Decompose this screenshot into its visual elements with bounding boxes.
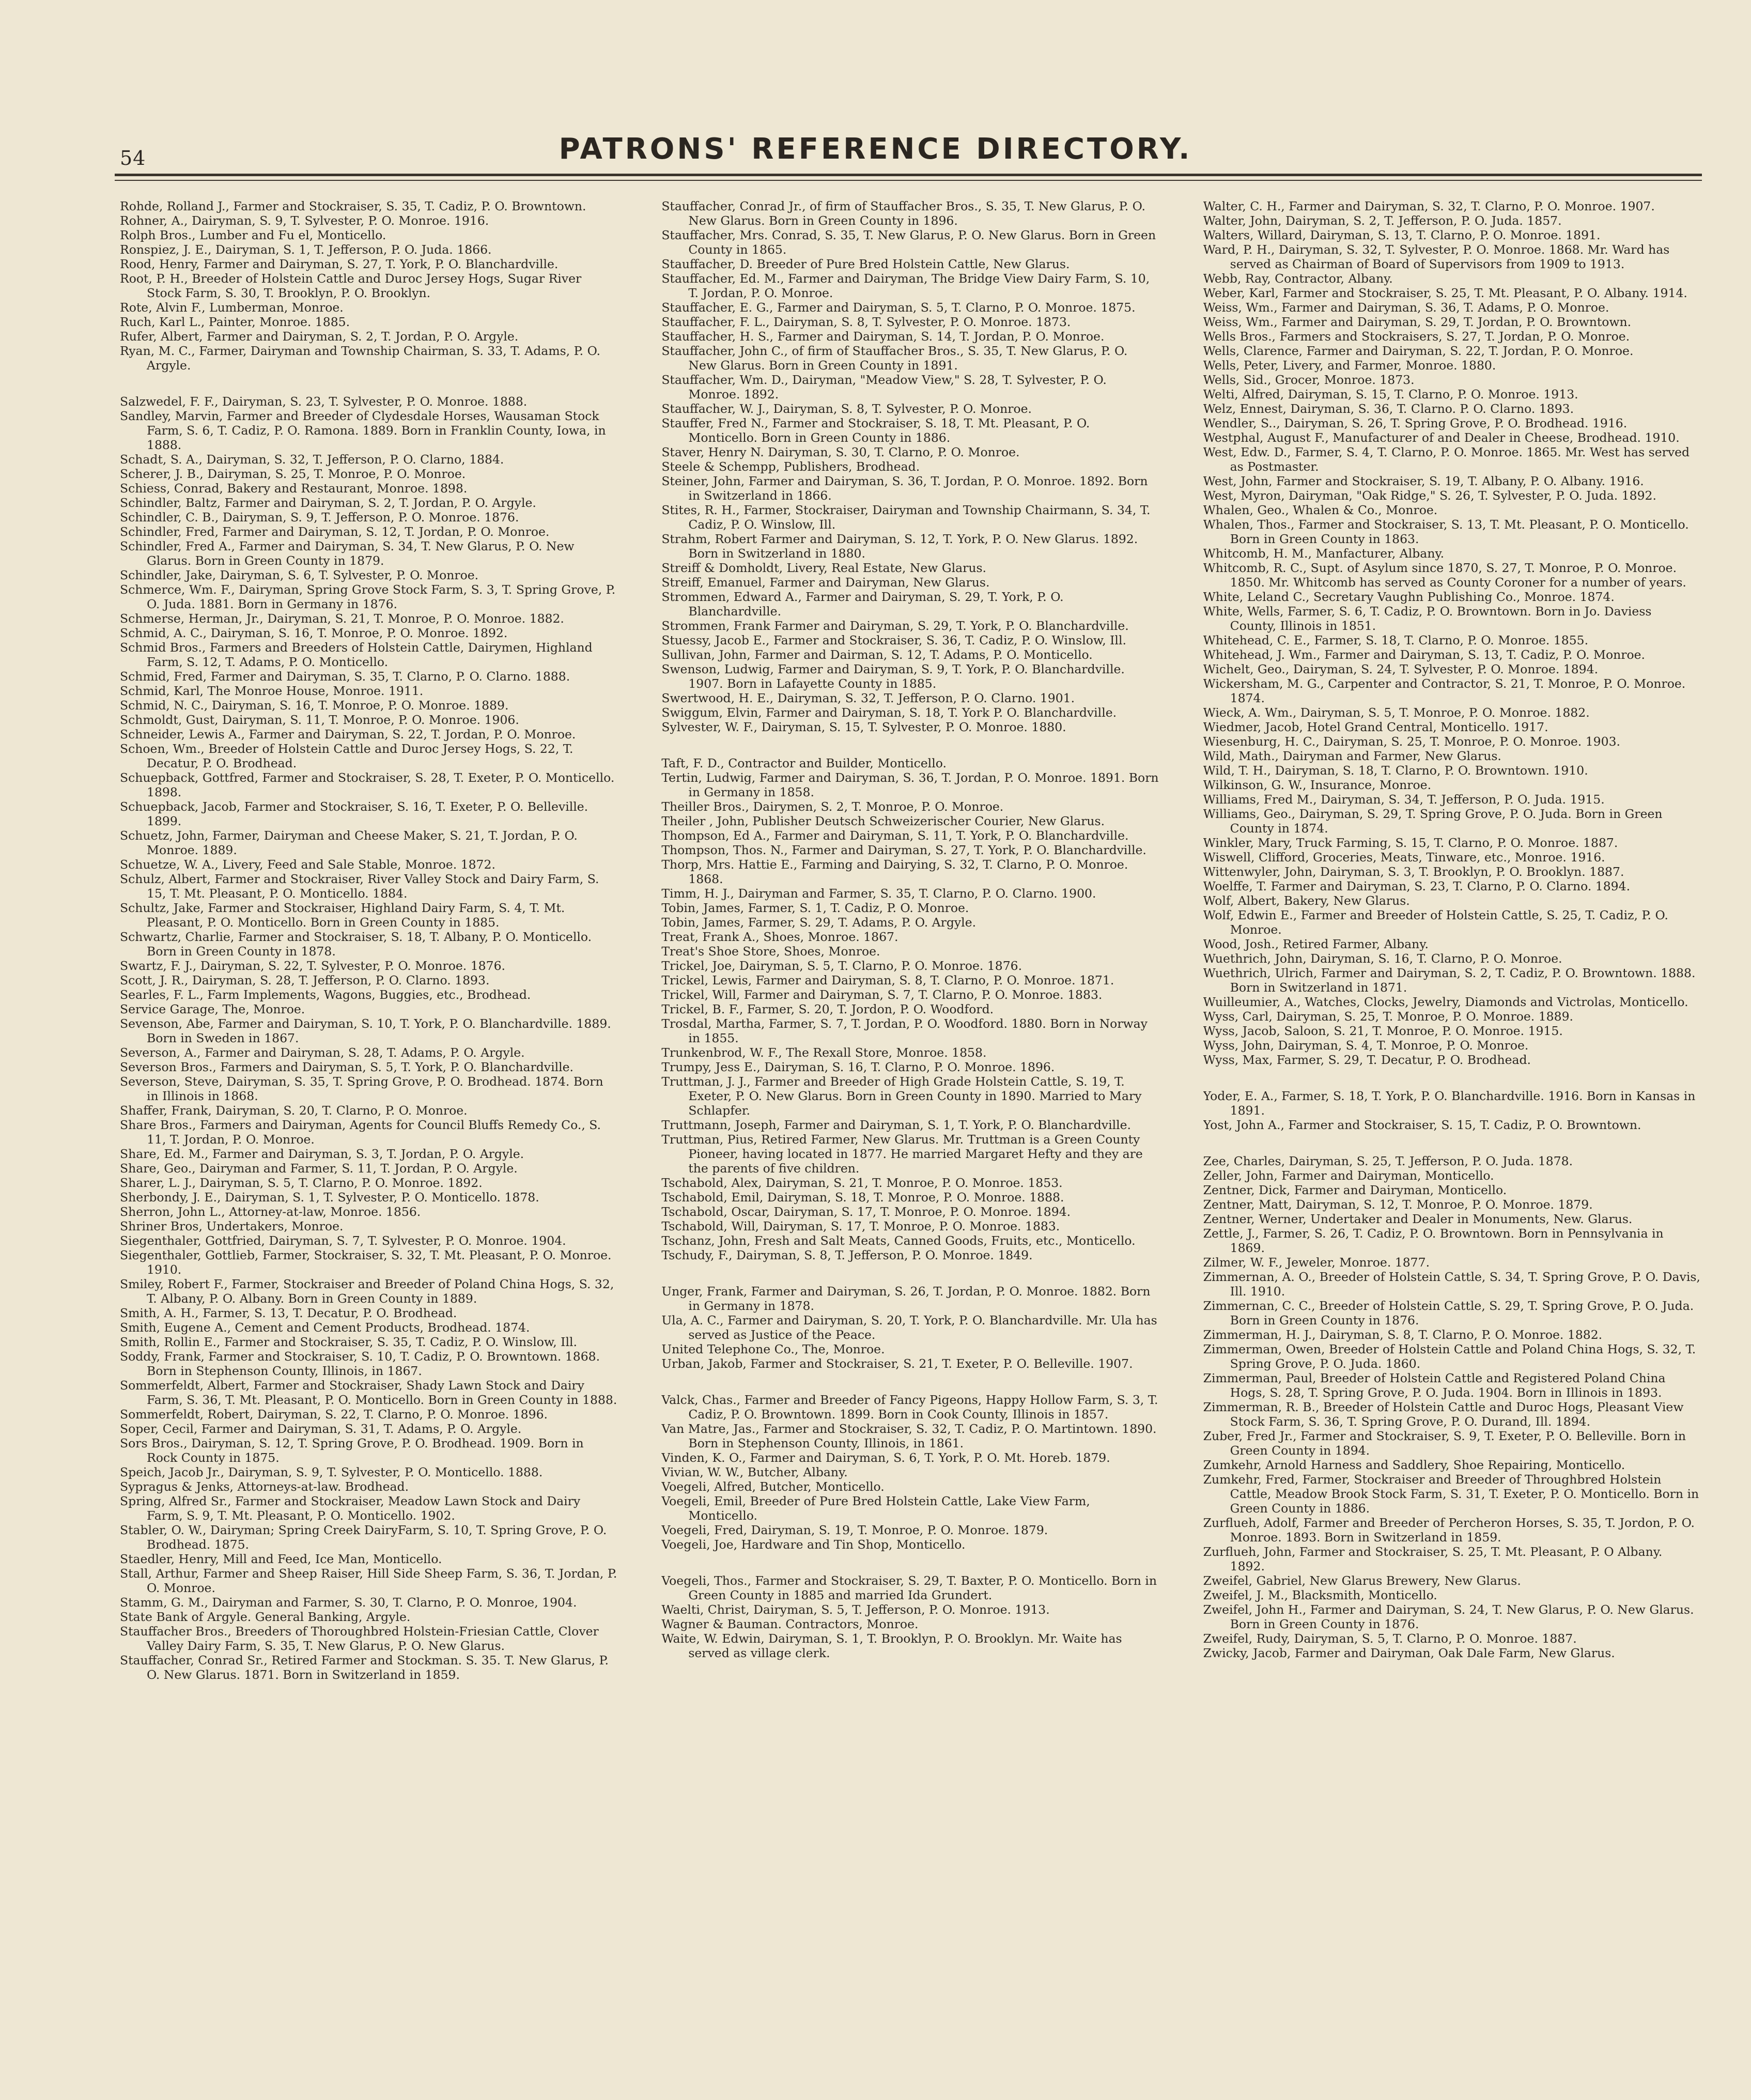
directory-entry: Stauffacher, D. Breeder of Pure Bred Holstein Cattle, New Glarus. xyxy=(661,257,1070,271)
directory-entry: Ryan, M. C., Farmer, Dairyman and Township Chairman, S. 33, T. Adams, P. O. Argyle. xyxy=(120,344,600,373)
directory-entry: Smith, Rollin E., Farmer and Stockraiser, S. 35, T. Cadiz, P. O. Winslow, Ill. xyxy=(120,1335,577,1349)
directory-entry: Welti, Alfred, Dairyman, S. 15, T. Clarno, P. O. Monroe. 1913. xyxy=(1203,387,1578,402)
directory-entry: Schindler, Jake, Dairyman, S. 6, T. Sylvester, P. O. Monroe. xyxy=(120,568,479,582)
directory-entry: Wyss, John, Dairyman, S. 4, T. Monroe, P. O. Monroe. xyxy=(1203,1038,1529,1053)
directory-entry: Zentner, Matt, Dairyman, S. 12, T. Monroe, P. O. Monroe. 1879. xyxy=(1203,1197,1593,1212)
directory-entry: Schiess, Conrad, Bakery and Restaurant, Monroe. 1898. xyxy=(120,481,468,496)
directory-entry: Zweifel, Rudy, Dairyman, S. 5, T. Clarno, P. O. Monroe. 1887. xyxy=(1203,1631,1577,1646)
directory-entry: Zumkehr, Fred, Farmer, Stockraiser and Breeder of Throughbred Holstein Cattle, Meadow Brook Stock Farm, S. 31, T. Exeter, P. O. Monticello. Born in Green County in 1886. xyxy=(1203,1472,1699,1516)
directory-entry: Schmid, Fred, Farmer and Dairyman, S. 35, T. Clarno, P. O. Clarno. 1888. xyxy=(120,669,570,684)
directory-column-1 xyxy=(120,199,617,2070)
directory-entry: Wyss, Carl, Dairyman, S. 25, T. Monroe, P. O. Monroe. 1889. xyxy=(1203,1009,1574,1024)
directory-entry: Sylvester, W. F., Dairyman, S. 15, T. Sylvester, P. O. Monroe. 1880. xyxy=(661,720,1066,734)
directory-entry: Swartz, F. J., Dairyman, S. 22, T. Sylvester, P. O. Monroe. 1876. xyxy=(120,959,506,973)
directory-entry: Trosdal, Martha, Farmer, S. 7, T. Jordan, P. O. Woodford. 1880. Born in Norway in 1855. xyxy=(661,1016,1148,1045)
directory-entry: Schuetz, John, Farmer, Dairyman and Cheese Maker, S. 21, T. Jordan, P. O. Monroe. 1889. xyxy=(120,828,578,857)
directory-entry: Taft, F. D., Contractor and Builder, Monticello. xyxy=(661,756,947,770)
directory-entry: Schindler, Fred, Farmer and Dairyman, S. 12, T. Jordan, P. O. Monroe. xyxy=(120,524,550,539)
directory-entry: Walter, C. H., Farmer and Dairyman, S. 32, T. Clarno, P. O. Monroe. 1907. xyxy=(1203,199,1655,213)
directory-entry: Sandley, Marvin, Farmer and Breeder of Clydesdale Horses, Wausaman Stock Farm, S. 6, T. Cadiz, P. O. Ramona. 1889. Born in Franklin County, Iowa, in 1888. xyxy=(120,409,606,452)
directory-entry: West, Edw. D., Farmer, S. 4, T. Clarno, P. O. Monroe. 1865. Mr. West has served as Postmaster. xyxy=(1203,445,1690,474)
directory-entry: Wells, Sid., Grocer, Monroe. 1873. xyxy=(1203,373,1415,387)
directory-entry: Spring, Alfred Sr., Farmer and Stockraiser, Meadow Lawn Stock and Dairy Farm, S. 9, T. Mt. Pleasant, P. O. Monticello. 1902. xyxy=(120,1494,581,1523)
directory-entry: Whitehead, C. E., Farmer, S. 18, T. Clarno, P. O. Monroe. 1855. xyxy=(1203,633,1589,647)
directory-entry: Zuber, Fred Jr., Farmer and Stockraiser, S. 9, T. Exeter, P. O. Belleville. Born in Green County in 1894. xyxy=(1203,1429,1686,1458)
directory-entry: Tschanz, John, Fresh and Salt Meats, Canned Goods, Fruits, etc., Monticello. xyxy=(661,1233,1136,1248)
directory-entry: Welz, Ennest, Dairyman, S. 36, T. Clarno. P. O. Clarno. 1893. xyxy=(1203,402,1574,416)
directory-entry: Trickel, Lewis, Farmer and Dairyman, S. 8, T. Clarno, P. O. Monroe. 1871. xyxy=(661,973,1114,987)
directory-entry: Schulz, Albert, Farmer and Stockraiser, River Valley Stock and Dairy Farm, S. 15, T. Mt. Pleasant, P. O. Monticello. 1884. xyxy=(120,872,599,901)
directory-entry: Wilkinson, G. W., Insurance, Monroe. xyxy=(1203,778,1432,792)
directory-entry: Winkler, Mary, Truck Farming, S. 15, T. Clarno, P. O. Monroe. 1887. xyxy=(1203,836,1618,850)
directory-entry: Williams, Geo., Dairyman, S. 29, T. Spring Grove, P. O. Juda. Born in Green County in 1874. xyxy=(1203,807,1663,836)
directory-entry: Stabler, O. W., Dairyman; Spring Creek DairyFarm, S. 10, T. Spring Grove, P. O. Brodhead. 1875. xyxy=(120,1523,607,1552)
directory-entry: Sommerfeldt, Albert, Farmer and Stockraiser, Shady Lawn Stock and Dairy Farm, S. 36, T. Mt. Pleasant, P. O. Monticello. Born in Green County in 1888. xyxy=(120,1378,617,1407)
directory-entry: Unger, Frank, Farmer and Dairyman, S. 26, T. Jordan, P. O. Monroe. 1882. Born in Germany in 1878. xyxy=(661,1284,1151,1313)
directory-entry: Zeller, John, Farmer and Dairyman, Monticello. xyxy=(1203,1168,1494,1183)
directory-entry: Ward, P. H., Dairyman, S. 32, T. Sylvester, P. O. Monroe. 1868. Mr. Ward has served as Chairman of Board of Supervisors from 1909 to 1913. xyxy=(1203,242,1670,271)
directory-entry: Wells Bros., Farmers and Stockraisers, S. 27, T. Jordan, P. O. Monroe. xyxy=(1203,329,1630,344)
directory-entry: Tobin, James, Farmer, S. 29, T. Adams, P. O. Argyle. xyxy=(661,915,977,930)
directory-entry: Ula, A. C., Farmer and Dairyman, S. 20, T. York, P. O. Blanchardville. Mr. Ula has served as Justice of the Peace. xyxy=(661,1313,1157,1342)
directory-entry: Urban, Jakob, Farmer and Stockraiser, S. 21, T. Exeter, P. O. Belleville. 1907. xyxy=(661,1356,1133,1371)
directory-entry: Zimmerman, Paul, Breeder of Holstein Cattle and Registered Poland China Hogs, S. 28, T. Spring Grove, P. O. Juda. 1904. Born in Illinois in 1893. xyxy=(1203,1371,1666,1400)
directory-entry: Whalen, Geo., Whalen & Co., Monroe. xyxy=(1203,503,1438,517)
directory-entry: Share Bros., Farmers and Dairyman, Agents for Council Bluffs Remedy Co., S. 11, T. Jordan, P. O. Monroe. xyxy=(120,1118,601,1147)
directory-entry: Valck, Chas., Farmer and Breeder of Fancy Pigeons, Happy Hollow Farm, S. 3, T. Cadiz, P. O. Browntown. 1899. Born in Cook County, Illinois in 1857. xyxy=(661,1393,1158,1422)
directory-column-3 xyxy=(1203,199,1701,2070)
directory-entry: Sullivan, John, Farmer and Dairman, S. 12, T. Adams, P. O. Monticello. xyxy=(661,647,1093,662)
directory-entry: Rohner, A., Dairyman, S. 9, T. Sylvester, P. O. Monroe. 1916. xyxy=(120,213,489,228)
directory-entry: Stuessy, Jacob E., Farmer and Stockraiser, S. 36, T. Cadiz, P. O. Winslow, Ill. xyxy=(661,633,1126,647)
directory-entry: Westphal, August F., Manufacturer of and Dealer in Cheese, Brodhead. 1910. xyxy=(1203,430,1680,445)
directory-column-2 xyxy=(661,199,1159,2070)
directory-entry: Steele & Schempp, Publishers, Brodhead. xyxy=(661,459,920,474)
directory-entry: Scott, J. R., Dairyman, S. 28, T. Jefferson, P. O. Clarno. 1893. xyxy=(120,973,490,987)
directory-entry: Swenson, Ludwig, Farmer and Dairyman, S. 9, T. York, P. O. Blanchardville. 1907. Born in Lafayette County in 1885. xyxy=(661,662,1125,691)
directory-entry: Wyss, Max, Farmer, S. 29, T. Decatur, P. O. Brodhead. xyxy=(1203,1053,1531,1067)
directory-entry: Vivian, W. W., Butcher, Albany. xyxy=(661,1465,848,1479)
directory-entry: Voegeli, Alfred, Butcher, Monticello. xyxy=(661,1479,885,1494)
directory-entry: Weiss, Wm., Farmer and Dairyman, S. 29, T. Jordan, P. O. Browntown. xyxy=(1203,315,1632,329)
directory-entry: Van Matre, Jas., Farmer and Stockraiser, S. 32, T. Cadiz, P. O. Martintown. 1890. Born in Stephenson County, Illinois, in 1861. xyxy=(661,1422,1157,1450)
directory-entry: Truttmann, Joseph, Farmer and Dairyman, S. 1, T. York, P. O. Blanchardville. xyxy=(661,1118,1131,1132)
directory-entry: Strommen, Frank Farmer and Dairyman, S. 29, T. York, P. O. Blanchardville. xyxy=(661,619,1129,633)
directory-entry: Wolf, Edwin E., Farmer and Breeder of Holstein Cattle, S. 25, T. Cadiz, P. O. Monroe. xyxy=(1203,908,1668,937)
directory-entry: Schindler, Baltz, Farmer and Dairyman, S. 2, T. Jordan, P. O. Argyle. xyxy=(120,496,536,510)
directory-entry: Wiedmer, Jacob, Hotel Grand Central, Monticello. 1917. xyxy=(1203,720,1548,734)
directory-entry: Zimmernan, C. C., Breeder of Holstein Cattle, S. 29, T. Spring Grove, P. O. Juda. Born in Green County in 1876. xyxy=(1203,1299,1694,1327)
directory-entry: Tschabold, Alex, Dairyman, S. 21, T. Monroe, P. O. Monroe. 1853. xyxy=(661,1176,1063,1190)
directory-entry: Sommerfeldt, Robert, Dairyman, S. 22, T. Clarno, P. O. Monroe. 1896. xyxy=(120,1407,548,1422)
directory-entry: Rufer, Albert, Farmer and Dairyman, S. 2, T. Jordan, P. O. Argyle. xyxy=(120,329,519,344)
directory-entry: Salzwedel, F. F., Dairyman, S. 23, T. Sylvester, P. O. Monroe. 1888. xyxy=(120,394,528,409)
directory-entry: Zweifel, J. M., Blacksmith, Monticello. xyxy=(1203,1588,1437,1602)
directory-entry: Schmerse, Herman, Jr., Dairyman, S. 21, T. Monroe, P. O. Monroe. 1882. xyxy=(120,611,564,626)
directory-entry: Soddy, Frank, Farmer and Stockraiser, S. 10, T. Cadiz, P. O. Browntown. 1868. Born in Stephenson County, Illinois, in 1867. xyxy=(120,1349,600,1378)
header-rule xyxy=(115,174,1702,176)
directory-entry: Stauffacher, F. L., Dairyman, S. 8, T. Sylvester, P. O. Monroe. 1873. xyxy=(661,315,1071,329)
directory-entry: Zimmerman, Owen, Breeder of Holstein Cattle and Poland China Hogs, S. 32, T. Spring Grove, P. O. Juda. 1860. xyxy=(1203,1342,1696,1371)
directory-entry: Siegenthaler, Gottlieb, Farmer, Stockraiser, S. 32, T. Mt. Pleasant, P. O. Monroe. 1910. xyxy=(120,1248,612,1277)
directory-entry: Wittenwyler, John, Dairyman, S. 3, T. Brooklyn, P. O. Brooklyn. 1887. xyxy=(1203,864,1624,879)
directory-columns xyxy=(120,199,1701,2070)
directory-entry: Zimmerman, R. B., Breeder of Holstein Cattle and Duroc Hogs, Pleasant View Stock Farm, S. 36, T. Spring Grove, P. O. Durand, Ill. 1894. xyxy=(1203,1400,1684,1429)
directory-entry: Webb, Ray, Contractor, Albany. xyxy=(1203,271,1393,286)
directory-entry: Yoder, E. A., Farmer, S. 18, T. York, P. O. Blanchardville. 1916. Born in Kansas in 1891. xyxy=(1203,1089,1696,1118)
directory-entry: Walters, Willard, Dairyman, S. 13, T. Clarno, P. O. Monroe. 1891. xyxy=(1203,228,1601,242)
directory-entry: Woelffe, T. Farmer and Dairyman, S. 23, T. Clarno, P. O. Clarno. 1894. xyxy=(1203,879,1631,893)
directory-entry: Searles, F. L., Farm Implements, Wagons, Buggies, etc., Brodhead. xyxy=(120,987,531,1002)
directory-entry: Theiler , John, Publisher Deutsch Schweizerischer Courier, New Glarus. xyxy=(661,814,1105,828)
page-title: PATRONS' REFERENCE DIRECTORY. xyxy=(559,132,1192,166)
directory-entry: Zwicky, Jacob, Farmer and Dairyman, Oak Dale Farm, New Glarus. xyxy=(1203,1646,1615,1660)
directory-entry: Zumkehr, Arnold Harness and Saddlery, Shoe Repairing, Monticello. xyxy=(1203,1458,1625,1472)
directory-entry: Schmerce, Wm. F., Dairyman, Spring Grove Stock Farm, S. 3, T. Spring Grove, P. O. Juda. 1881. Born in Germany in 1876. xyxy=(120,582,616,611)
directory-entry: Strommen, Edward A., Farmer and Dairyman, S. 29, T. York, P. O. Blanchardville. xyxy=(661,590,1064,619)
directory-entry: Sharer, L. J., Dairyman, S. 5, T. Clarno, P. O. Monroe. 1892. xyxy=(120,1176,483,1190)
directory-entry: Schneider, Lewis A., Farmer and Dairyman, S. 22, T. Jordan, P. O. Monroe. xyxy=(120,727,576,742)
directory-entry: Rohde, Rolland J., Farmer and Stockraiser, S. 35, T. Cadiz, P. O. Browntown. xyxy=(120,199,586,213)
directory-entry: Stites, R. H., Farmer, Stockraiser, Dairyman and Township Chairmann, S. 34, T. Cadiz, P. O. Winslow, Ill. xyxy=(661,503,1151,532)
directory-entry: Service Garage, The, Monroe. xyxy=(120,1002,305,1016)
directory-entry: Wieck, A. Wm., Dairyman, S. 5, T. Monroe, P. O. Monroe. 1882. xyxy=(1203,705,1590,720)
directory-entry: Wyss, Jacob, Saloon, S. 21, T. Monroe, P. O. Monroe. 1915. xyxy=(1203,1024,1563,1038)
directory-entry: Streiff, Emanuel, Farmer and Dairyman, New Glarus. xyxy=(661,575,990,590)
directory-entry: Wells, Clarence, Farmer and Dairyman, S. 22, T. Jordan, P. O. Monroe. xyxy=(1203,344,1634,358)
directory-entry: Schwartz, Charlie, Farmer and Stockraiser, S. 18, T. Albany, P. O. Monticello. Born in Green County in 1878. xyxy=(120,930,592,959)
directory-entry: Weiss, Wm., Farmer and Dairyman, S. 36, T. Adams, P. O. Monroe. xyxy=(1203,300,1609,315)
directory-entry: Waite, W. Edwin, Dairyman, S. 1, T. Brooklyn, P. O. Brooklyn. Mr. Waite has served as village clerk. xyxy=(661,1631,1122,1660)
directory-entry: State Bank of Argyle. General Banking, Argyle. xyxy=(120,1610,411,1624)
directory-entry: Zee, Charles, Dairyman, S. 25, T. Jefferson, P. O. Juda. 1878. xyxy=(1203,1154,1573,1168)
directory-entry: Trickel, B. F., Farmer, S. 20, T. Jordon, P. O. Woodford. xyxy=(661,1002,994,1016)
directory-entry: Voegeli, Thos., Farmer and Stockraiser, S. 29, T. Baxter, P. O. Monticello. Born in Green County in 1885 and married Ida Grundert. xyxy=(661,1573,1157,1602)
directory-entry: Speich, Jacob Jr., Dairyman, S. 9, T. Sylvester, P. O. Monticello. 1888. xyxy=(120,1465,543,1479)
directory-entry: Sherbondy, J. E., Dairyman, S. 1, T. Sylvester, P. O. Monticello. 1878. xyxy=(120,1190,539,1205)
directory-entry: Tertin, Ludwig, Farmer and Dairyman, S. 36, T. Jordan, P. O. Monroe. 1891. Born in Germany in 1858. xyxy=(661,770,1159,799)
directory-entry: Scherer, J. B., Dairyman, S. 25, T. Monroe, P. O. Monroe. xyxy=(120,467,466,481)
directory-entry: Schmid, A. C., Dairyman, S. 16, T. Monroe, P. O. Monroe. 1892. xyxy=(120,626,508,640)
directory-entry: Wells, Peter, Livery, and Farmer, Monroe. 1880. xyxy=(1203,358,1496,373)
directory-entry: Wiesenburg, H. C., Dairyman, S. 25, T. Monroe, P. O. Monroe. 1903. xyxy=(1203,734,1620,749)
directory-entry: Wolf, Albert, Bakery, New Glarus. xyxy=(1203,893,1410,908)
directory-entry: Stauffacher, Ed. M., Farmer and Dairyman, The Bridge View Dairy Farm, S. 10, T. Jordan, P. O. Monroe. xyxy=(661,271,1150,300)
directory-entry: Zweifel, John H., Farmer and Dairyman, S. 24, T. New Glarus, P. O. New Glarus. Born in Green County in 1876. xyxy=(1203,1602,1694,1631)
directory-entry: Schadt, S. A., Dairyman, S. 32, T. Jefferson, P. O. Clarno, 1884. xyxy=(120,452,504,467)
directory-entry: Ruch, Karl L., Painter, Monroe. 1885. xyxy=(120,315,350,329)
directory-entry: Zentner, Werner, Undertaker and Dealer in Monuments, New. Glarus. xyxy=(1203,1212,1633,1226)
directory-entry: Treat, Frank A., Shoes, Monroe. 1867. xyxy=(661,930,898,944)
directory-entry: Tschabold, Oscar, Dairyman, S. 17, T. Monroe, P. O. Monroe. 1894. xyxy=(661,1205,1071,1219)
directory-entry: Sherron, John L., Attorney-at-law, Monroe. 1856. xyxy=(120,1205,421,1219)
directory-entry: Stamm, G. M., Dairyman and Farmer, S. 30, T. Clarno, P. O. Monroe, 1904. xyxy=(120,1595,577,1610)
directory-entry: Zentner, Dick, Farmer and Dairyman, Monticello. xyxy=(1203,1183,1507,1197)
directory-entry: Stall, Arthur, Farmer and Sheep Raiser, Hill Side Sheep Farm, S. 36, T. Jordan, P. O. Monroe. xyxy=(120,1566,617,1595)
directory-entry: Treat's Shoe Store, Shoes, Monroe. xyxy=(661,944,880,959)
directory-entry: Wickersham, M. G., Carpenter and Contractor, S. 21, T. Monroe, P. O. Monroe. 1874. xyxy=(1203,676,1686,705)
directory-entry: Stauffacher, W. J., Dairyman, S. 8, T. Sylvester, P. O. Monroe. xyxy=(661,402,1032,416)
directory-entry: Stauffacher, John C., of firm of Stauffacher Bros., S. 35, T. New Glarus, P. O. New Glarus. Born in Green County in 1891. xyxy=(661,344,1128,373)
directory-entry: Swertwood, H. E., Dairyman, S. 32, T. Jefferson, P. O. Clarno. 1901. xyxy=(661,691,1075,705)
directory-entry: Stauffacher, E. G., Farmer and Dairyman, S. 5, T. Clarno, P. O. Monroe. 1875. xyxy=(661,300,1136,315)
directory-entry: Wuethrich, John, Dairyman, S. 16, T. Clarno, P. O. Monroe. xyxy=(1203,951,1562,966)
directory-entry: Soper, Cecil, Farmer and Dairyman, S. 31, T. Adams, P. O. Argyle. xyxy=(120,1422,522,1436)
directory-entry: Zimmerman, H. J., Dairyman, S. 8, T. Clarno, P. O. Monroe. 1882. xyxy=(1203,1327,1603,1342)
directory-entry: Zettle, J., Farmer, S. 26, T. Cadiz, P. O. Browntown. Born in Pennsylvania in 1869. xyxy=(1203,1226,1664,1255)
directory-entry: Whitcomb, H. M., Manfacturer, Albany. xyxy=(1203,546,1445,561)
directory-entry: Trumpy, Jess E., Dairyman, S. 16, T. Clarno, P. O. Monroe. 1896. xyxy=(661,1060,1055,1074)
directory-entry: Severson, A., Farmer and Dairyman, S. 28, T. Adams, P. O. Argyle. xyxy=(120,1045,525,1060)
directory-entry: Trickel, Joe, Dairyman, S. 5, T. Clarno, P. O. Monroe. 1876. xyxy=(661,959,1022,973)
directory-entry: Whitcomb, R. C., Supt. of Asylum since 1870, S. 27, T. Monroe, P. O. Monroe. 1850. Mr. Whitcomb has served as County Coroner for a number of years. xyxy=(1203,561,1686,590)
directory-entry: Shaffer, Frank, Dairyman, S. 20, T. Clarno, P. O. Monroe. xyxy=(120,1103,468,1118)
directory-entry: Wiswell, Clifford, Groceries, Meats, Tinware, etc., Monroe. 1916. xyxy=(1203,850,1605,864)
directory-entry: Zurflueh, Adolf, Farmer and Breeder of Percheron Horses, S. 35, T. Jordon, P. O. Monroe. 1893. Born in Switzerland in 1859. xyxy=(1203,1516,1695,1545)
directory-entry: Whitehead, J. Wm., Farmer and Dairyman, S. 13, T. Cadiz, P. O. Monroe. xyxy=(1203,647,1645,662)
directory-entry: Yost, John A., Farmer and Stockraiser, S. 15, T. Cadiz, P. O. Browntown. xyxy=(1203,1118,1641,1132)
directory-entry: Swiggum, Elvin, Farmer and Dairyman, S. 18, T. York P. O. Blanchardville. xyxy=(661,705,1117,720)
directory-entry: Waelti, Christ, Dairyman, S. 5, T. Jefferson, P. O. Monroe. 1913. xyxy=(661,1602,1050,1617)
directory-entry: Timm, H. J., Dairyman and Farmer, S. 35, T. Clarno, P. O. Clarno. 1900. xyxy=(661,886,1096,901)
header-rule-thin xyxy=(115,180,1702,181)
directory-entry: Theiller Bros., Dairymen, S. 2, T. Monroe, P. O. Monroe. xyxy=(661,799,1004,814)
directory-entry: Tschabold, Will, Dairyman, S. 17, T. Monroe, P. O. Monroe. 1883. xyxy=(661,1219,1060,1233)
directory-entry: Voegeli, Joe, Hardware and Tin Shop, Monticello. xyxy=(661,1537,966,1552)
directory-entry: Wild, T. H., Dairyman, S. 18, T. Clarno, P. O. Browntown. 1910. xyxy=(1203,763,1588,778)
directory-entry: Wuilleumier, A., Watches, Clocks, Jewelry, Diamonds and Victrolas, Monticello. xyxy=(1203,995,1688,1009)
directory-entry: Schultz, Jake, Farmer and Stockraiser, Highland Dairy Farm, S. 4, T. Mt. Pleasant, P. O. Monticello. Born in Green County in 1885. xyxy=(120,901,565,930)
directory-entry: Smith, Eugene A., Cement and Cement Products, Brodhead. 1874. xyxy=(120,1320,530,1335)
directory-entry: Share, Geo., Dairyman and Farmer, S. 11, T. Jordan, P. O. Argyle. xyxy=(120,1161,518,1176)
directory-entry: Wood, Josh., Retired Farmer, Albany. xyxy=(1203,937,1429,951)
directory-entry: Walter, John, Dairyman, S. 2, T. Jefferson, P. O. Juda. 1857. xyxy=(1203,213,1562,228)
directory-entry: Severson, Steve, Dairyman, S. 35, T. Spring Grove, P. O. Brodhead. 1874. Born in Illinois in 1868. xyxy=(120,1074,603,1103)
directory-entry: Wild, Math., Dairyman and Farmer, New Glarus. xyxy=(1203,749,1501,763)
directory-entry: Schindler, C. B., Dairyman, S. 9, T. Jefferson, P. O. Monroe. 1876. xyxy=(120,510,519,524)
directory-entry: Share, Ed. M., Farmer and Dairyman, S. 3, T. Jordan, P. O. Argyle. xyxy=(120,1147,524,1161)
directory-entry: Thorp, Mrs. Hattie E., Farming and Dairying, S. 32, T. Clarno, P. O. Monroe. 1868. xyxy=(661,857,1128,886)
directory-entry: Tobin, James, Farmer, S. 1, T. Cadiz, P. O. Monroe. xyxy=(661,901,969,915)
directory-entry: Staedler, Henry, Mill and Feed, Ice Man, Monticello. xyxy=(120,1552,442,1566)
directory-entry: Steiner, John, Farmer and Dairyman, S. 36, T. Jordan, P. O. Monroe. 1892. Born in Switzerland in 1866. xyxy=(661,474,1148,503)
directory-entry: Tschabold, Emil, Dairyman, S. 18, T. Monroe, P. O. Monroe. 1888. xyxy=(661,1190,1064,1205)
directory-entry: Staver, Henry N. Dairyman, S. 30, T. Clarno, P. O. Monroe. xyxy=(661,445,1020,459)
directory-entry: West, John, Farmer and Stockraiser, S. 19, T. Albany, P. O. Albany. 1916. xyxy=(1203,474,1644,488)
directory-entry: Schuetze, W. A., Livery, Feed and Sale Stable, Monroe. 1872. xyxy=(120,857,495,872)
directory-entry: Rood, Henry, Farmer and Dairyman, S. 27, T. York, P. O. Blanchardville. xyxy=(120,257,559,271)
directory-entry: Zweifel, Gabriel, New Glarus Brewery, New Glarus. xyxy=(1203,1573,1521,1588)
directory-entry: Zilmer, W. F., Jeweler, Monroe. 1877. xyxy=(1203,1255,1430,1270)
directory-entry: Williams, Fred M., Dairyman, S. 34, T. Jefferson, P. O. Juda. 1915. xyxy=(1203,792,1605,807)
directory-entry: Truttman, J. J., Farmer and Breeder of High Grade Holstein Cattle, S. 19, T. Exeter, P. O. New Glarus. Born in Green County in 1890. Married to Mary Schlapfer. xyxy=(661,1074,1142,1118)
directory-entry: Schoen, Wm., Breeder of Holstein Cattle and Duroc Jersey Hogs, S. 22, T. Decatur, P. O. Brodhead. xyxy=(120,742,574,770)
directory-entry: Thompson, Ed A., Farmer and Dairyman, S. 11, T. York, P. O. Blanchardville. xyxy=(661,828,1129,843)
directory-entry: Schmid, Karl, The Monroe House, Monroe. 1911. xyxy=(120,684,424,698)
directory-entry: Wuethrich, Ulrich, Farmer and Dairyman, S. 2, T. Cadiz, P. O. Browntown. 1888. Born in Switzerland in 1871. xyxy=(1203,966,1696,995)
directory-entry: White, Wells, Farmer, S. 6, T. Cadiz, P. O. Browntown. Born in Jo. Daviess County, Illinois in 1851. xyxy=(1203,604,1652,633)
directory-entry: Sypragus & Jenks, Attorneys-at-law. Brodhead. xyxy=(120,1479,409,1494)
directory-entry: Tschudy, F., Dairyman, S. 8, T. Jefferson, P. O. Monroe. 1849. xyxy=(661,1248,1033,1262)
directory-entry: Strahm, Robert Farmer and Dairyman, S. 12, T. York, P. O. New Glarus. 1892. Born in Switzerland in 1880. xyxy=(661,532,1138,561)
directory-entry: Truttman, Pius, Retired Farmer, New Glarus. Mr. Truttman is a Green County Pioneer, having located in 1877. He married Margaret Hefty and they are the parents of five children. xyxy=(661,1132,1143,1176)
directory-entry: Schuepback, Jacob, Farmer and Stockraiser, S. 16, T. Exeter, P. O. Belleville. 1899. xyxy=(120,799,588,828)
directory-entry: Stauffacher Bros., Breeders of Thoroughbred Holstein-Friesian Cattle, Clover Valley Dairy Farm, S. 35, T. New Glarus, P. O. New Glarus. xyxy=(120,1624,599,1653)
directory-entry: Stauffacher, Mrs. Conrad, S. 35, T. New Glarus, P. O. New Glarus. Born in Green County in 1865. xyxy=(661,228,1156,257)
directory-entry: Wagner & Bauman. Contractors, Monroe. xyxy=(661,1617,919,1631)
directory-entry: Schuepback, Gottfred, Farmer and Stockraiser, S. 28, T. Exeter, P. O. Monticello. 1898. xyxy=(120,770,615,799)
directory-entry: Root, P. H., Breeder of Holstein Cattle and Duroc Jersey Hogs, Sugar River Stock Farm, S. 30, T. Brooklyn, P. O. Brooklyn. xyxy=(120,271,582,300)
directory-entry: Schindler, Fred A., Farmer and Dairyman, S. 34, T. New Glarus, P. O. New Glarus. Born in Green County in 1879. xyxy=(120,539,575,568)
directory-entry: Ronspiez, J. E., Dairyman, S. 1, T. Jefferson, P. O. Juda. 1866. xyxy=(120,242,492,257)
directory-entry: Smith, A. H., Farmer, S. 13, T. Decatur, P. O. Brodhead. xyxy=(120,1306,457,1320)
directory-entry: Severson Bros., Farmers and Dairyman, S. 5, T. York, P. O. Blanchardville. xyxy=(120,1060,574,1074)
directory-entry: Smiley, Robert F., Farmer, Stockraiser and Breeder of Poland China Hogs, S. 32, T. Albany, P. O. Albany. Born in Green County in 1889. xyxy=(120,1277,614,1306)
directory-entry: Shriner Bros, Undertakers, Monroe. xyxy=(120,1219,344,1233)
directory-entry: Zimmernan, A. O., Breeder of Holstein Cattle, S. 34, T. Spring Grove, P. O. Davis, Ill. 1910. xyxy=(1203,1270,1700,1299)
directory-entry: Rolph Bros., Lumber and Fu el, Monticello. xyxy=(120,228,386,242)
directory-entry: Stauffacher, Conrad Sr., Retired Farmer and Stockman. S. 35. T. New Glarus, P. O. New Glarus. 1871. Born in Switzerland in 1859. xyxy=(120,1653,609,1682)
directory-entry: Schmoldt, Gust, Dairyman, S. 11, T. Monroe, P. O. Monroe. 1906. xyxy=(120,713,519,727)
directory-entry: Trunkenbrod, W. F., The Rexall Store, Monroe. 1858. xyxy=(661,1045,987,1060)
directory-entry: Voegeli, Fred, Dairyman, S. 19, T. Monroe, P. O. Monroe. 1879. xyxy=(661,1523,1048,1537)
directory-entry: Stauffacher, Conrad Jr., of firm of Stauffacher Bros., S. 35, T. New Glarus, P. O. New Glarus. Born in Green County in 1896. xyxy=(661,199,1146,228)
directory-entry: Schmid, N. C., Dairyman, S. 16, T. Monroe, P. O. Monroe. 1889. xyxy=(120,698,509,713)
directory-entry: Trickel, Will, Farmer and Dairyman, S. 7, T. Clarno, P. O. Monroe. 1883. xyxy=(661,987,1103,1002)
directory-entry: Stauffacher, H. S., Farmer and Dairyman, S. 14, T. Jordan, P. O. Monroe. xyxy=(661,329,1105,344)
directory-entry: Streiff & Domholdt, Livery, Real Estate, New Glarus. xyxy=(661,561,987,575)
directory-entry: Schmid Bros., Farmers and Breeders of Holstein Cattle, Dairymen, Highland Farm, S. 12, T. Adams, P. O. Monticello. xyxy=(120,640,593,669)
directory-entry: Whalen, Thos., Farmer and Stockraiser, S. 13, T. Mt. Pleasant, P. O. Monticello. Born in Green County in 1863. xyxy=(1203,517,1689,546)
directory-entry: Weber, Karl, Farmer and Stockraiser, S. 25, T. Mt. Pleasant, P. O. Albany. 1914. xyxy=(1203,286,1687,300)
directory-entry: Siegenthaler, Gottfried, Dairyman, S. 7, T. Sylvester, P. O. Monroe. 1904. xyxy=(120,1233,566,1248)
directory-entry: Voegeli, Emil, Breeder of Pure Bred Holstein Cattle, Lake View Farm, Monticello. xyxy=(661,1494,1090,1523)
directory-entry: Rote, Alvin F., Lumberman, Monroe. xyxy=(120,300,344,315)
directory-entry: Zurflueh, John, Farmer and Stockraiser, S. 25, T. Mt. Pleasant, P. O Albany. 1892. xyxy=(1203,1545,1663,1573)
directory-entry: Sevenson, Abe, Farmer and Dairyman, S. 10, T. York, P. O. Blanchardville. 1889. Born in Sweden in 1867. xyxy=(120,1016,611,1045)
directory-entry: Sors Bros., Dairyman, S. 12, T. Spring Grove, P. O. Brodhead. 1909. Born in Rock County in 1875. xyxy=(120,1436,584,1465)
directory-entry: Wichelt, Geo., Dairyman, S. 24, T. Sylvester, P. O. Monroe. 1894. xyxy=(1203,662,1599,676)
page-number: 54 xyxy=(120,147,146,169)
directory-entry: White, Leland C., Secretary Vaughn Publishing Co., Monroe. 1874. xyxy=(1203,590,1615,604)
directory-entry: Wendler, S.., Dairyman, S. 26, T. Spring Grove, P. O. Brodhead. 1916. xyxy=(1203,416,1628,430)
directory-entry: Stauffer, Fred N., Farmer and Stockraiser, S. 18, T. Mt. Pleasant, P. O. Monticello. Born in Green County in 1886. xyxy=(661,416,1090,445)
directory-entry: Vinden, K. O., Farmer and Dairyman, S. 6, T. York, P. O. Mt. Horeb. 1879. xyxy=(661,1450,1110,1465)
directory-entry: Thompson, Thos. N., Farmer and Dairyman, S. 27, T. York, P. O. Blanchardville. xyxy=(661,843,1146,857)
directory-entry: United Telephone Co., The, Monroe. xyxy=(661,1342,885,1356)
directory-entry: West, Myron, Dairyman, "Oak Ridge," S. 26, T. Sylvester, P. O. Juda. 1892. xyxy=(1203,488,1656,503)
directory-entry: Stauffacher, Wm. D., Dairyman, "Meadow View," S. 28, T. Sylvester, P. O. Monroe. 1892. xyxy=(661,373,1107,402)
